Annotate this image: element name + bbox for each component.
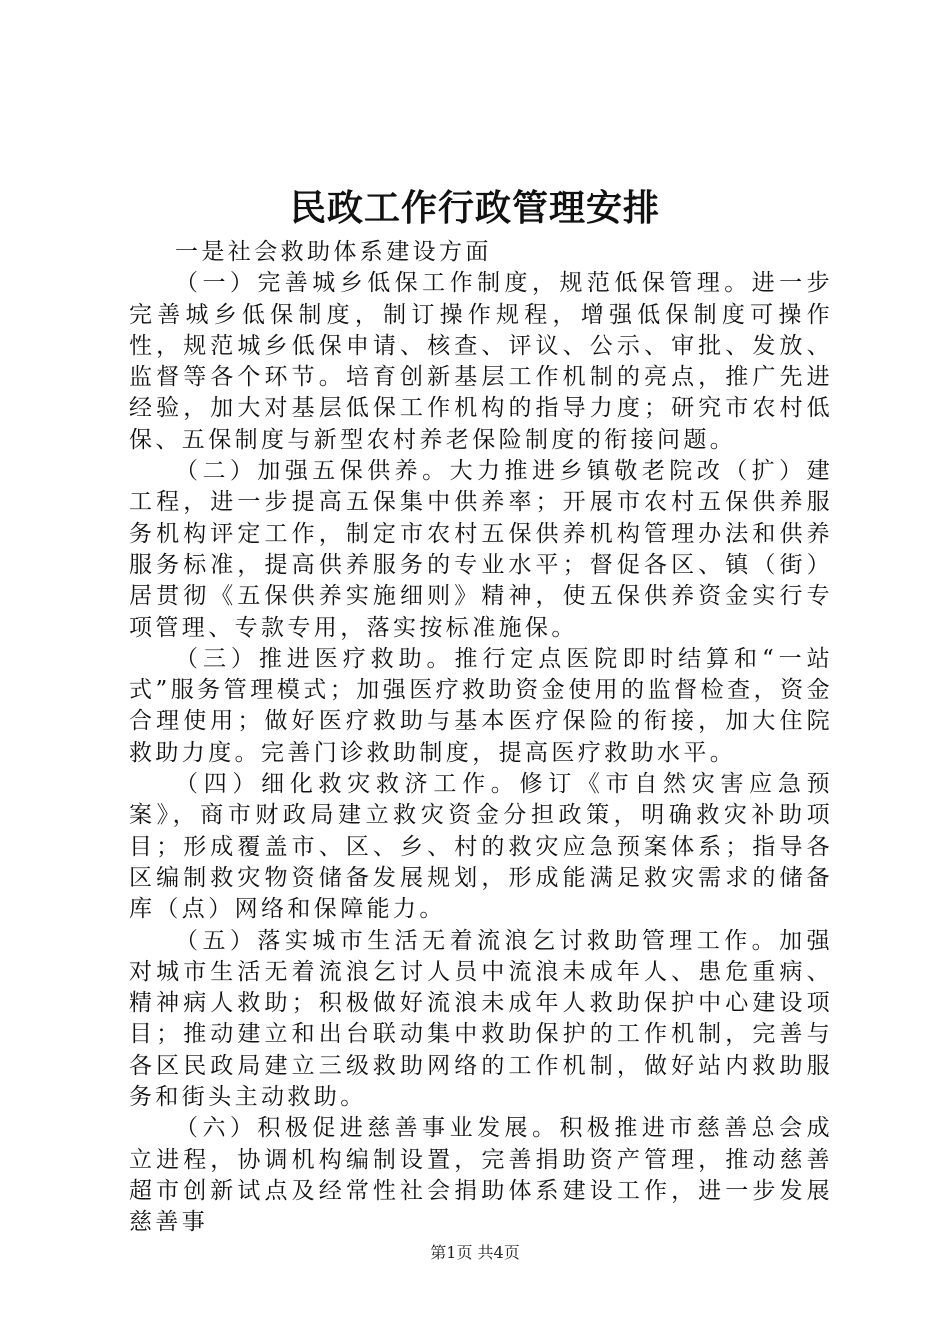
- paragraph-6: （六）积极促进慈善事业发展。积极推进市慈善总会成立进程，协调机构编制设置，完善捐助资产管理，推动慈善超市创新试点及经常性社会捐助体系建设工作，进一步发展慈善事: [129, 1115, 833, 1236]
- paragraph-3: （三）推进医疗救助。推行定点医院即时结算和“一站式”服务管理模式；加强医疗救助资金使用的监督检查，资金合理使用；做好医疗救助与基本医疗保险的衔接，加大住院救助力度。完善门诊救助制度，提高医疗救助水平。: [129, 645, 833, 766]
- paragraph-4: （四）细化救灾救济工作。修订《市自然灾害应急预案》，商市财政局建立救灾资金分担政策，明确救灾补助项目；形成覆盖市、区、乡、村的救灾应急预案体系；指导各区编制救灾物资储备发展规划，形成能满足救灾需求的储备库（点）网络和保障能力。: [129, 771, 833, 923]
- document-title: 民政工作行政管理安排: [289, 187, 660, 229]
- paragraph-5: （五）落实城市生活无着流浪乞讨救助管理工作。加强对城市生活无着流浪乞讨人员中流浪未成年人、患危重病、精神病人救助；积极做好流浪未成年人救助保护中心建设项目；推动建立和出台联动集中救助保护的工作机制，完善与各区民政局建立三级救助网络的工作机制，做好站内救助服务和街头主动救助。: [129, 927, 833, 1111]
- document-body: [129, 237, 833, 1239]
- paragraph-2: （二）加强五保供养。大力推进乡镇敬老院改（扩）建工程，进一步提高五保集中供养率；开展市农村五保供养服务机构评定工作，制定市农村五保供养机构管理办法和供养服务标准，提高供养服务的专业水平；督促各区、镇（街）居贯彻《五保供养实施细则》精神，使五保供养资金实行专项管理、专款专用，落实按标准施保。: [129, 458, 833, 641]
- page-number-footer: 第1页 共4页: [430, 1243, 520, 1262]
- section-heading: 一是社会救助体系建设方面: [175, 239, 492, 265]
- paragraph-1: （一）完善城乡低保工作制度，规范低保管理。进一步完善城乡低保制度，制订操作规程，增强低保制度可操作性，规范城乡低保申请、核查、评议、公示、审批、发放、监督等各个环节。培育创新基层工作机制的亮点，推广先进经验，加大对基层低保工作机构的指导力度；研究市农村低保、五保制度与新型农村养老保险制度的衔接问题。: [129, 270, 833, 453]
